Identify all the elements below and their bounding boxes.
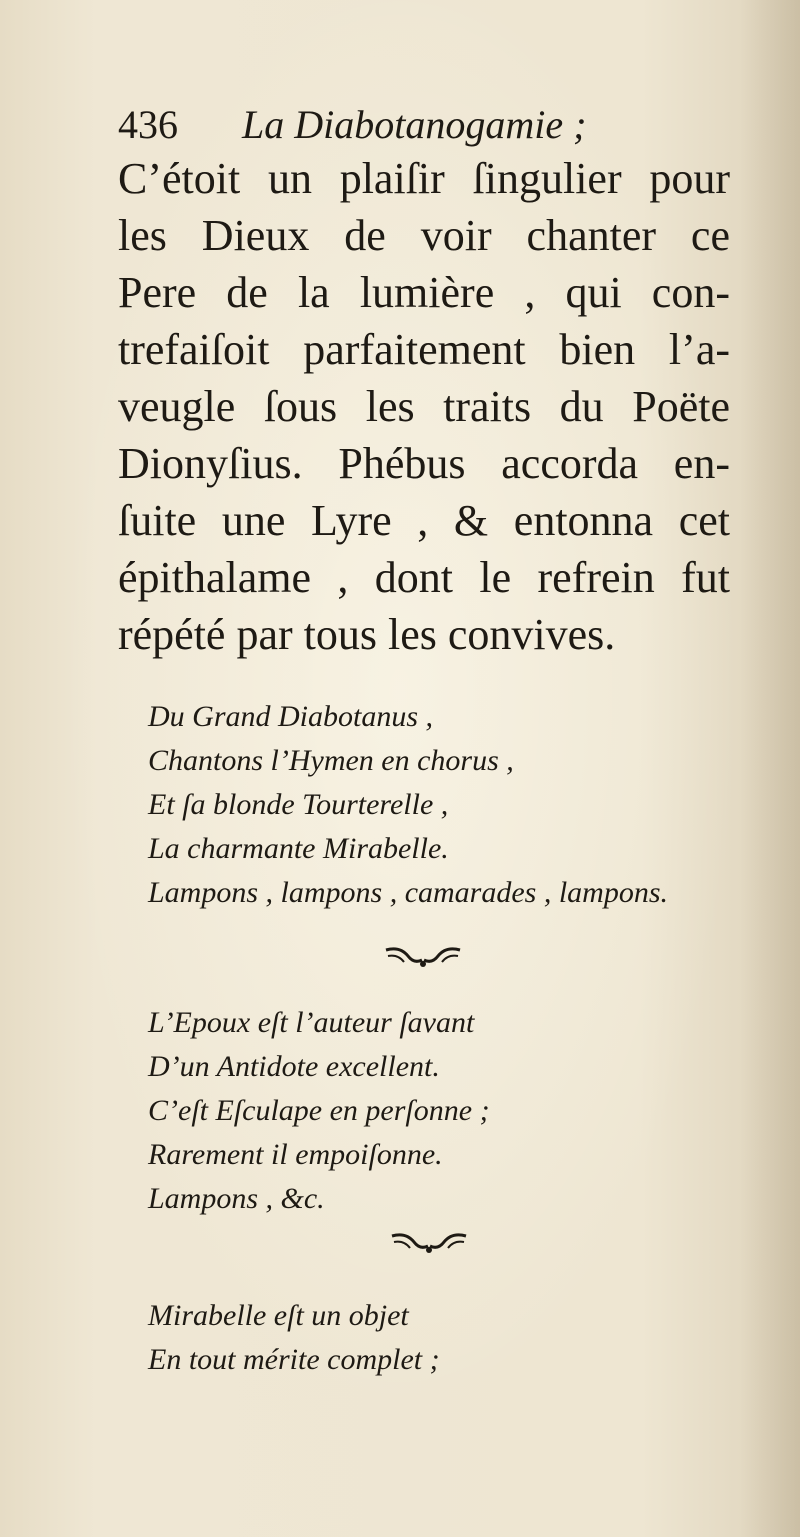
- prose-line: ſuite une Lyre , & entonna cet: [118, 496, 730, 545]
- prose-line: répété par tous les convives.: [118, 610, 616, 659]
- verse-line: L’Epoux eſt l’auteur ſavant: [148, 1006, 475, 1039]
- verse-line: Mirabelle eſt un objet: [148, 1299, 409, 1332]
- verse-stanza-3: [148, 1294, 440, 1382]
- prose-line: les Dieux de voir chanter ce: [118, 211, 730, 260]
- running-title: La Diabotanogamie ;: [242, 102, 587, 147]
- page-number: 436: [118, 102, 178, 147]
- verse-stanza-1: [148, 695, 668, 915]
- prose-line: C’étoit un plaiſir ſingulier pour: [118, 154, 730, 203]
- prose-line: veugle ſous les traits du Poëte: [118, 382, 730, 431]
- prose-paragraph: [118, 150, 730, 663]
- verse-line: En tout mérite complet ;: [148, 1343, 440, 1376]
- verse-line: Et ſa blonde Tourterelle ,: [148, 788, 449, 821]
- prose-line: Dionyſius. Phébus accorda en-: [118, 439, 730, 488]
- fleuron-ornament-icon: [378, 942, 468, 972]
- page-edge-shadow: [740, 0, 800, 1537]
- verse-stanza-2: [148, 1001, 490, 1221]
- verse-line: Lampons , lampons , camarades , lampons.: [148, 876, 669, 909]
- verse-line: Du Grand Diabotanus ,: [148, 700, 434, 733]
- prose-line: épithalame , dont le refrein fut: [118, 553, 730, 602]
- verse-line: La charmante Mirabelle.: [148, 832, 449, 865]
- verse-line: D’un Antidote excellent.: [148, 1050, 440, 1083]
- page-header: [118, 100, 658, 150]
- verse-line: C’eſt Eſculape en perſonne ;: [148, 1094, 490, 1127]
- verse-line: Chantons l’Hymen en chorus ,: [148, 744, 514, 777]
- prose-line: Pere de la lumière , qui con-: [118, 268, 730, 317]
- fleuron-ornament-icon: [384, 1228, 474, 1258]
- verse-line: Rarement il empoiſonne.: [148, 1138, 443, 1171]
- verse-line: Lampons , &c.: [148, 1182, 325, 1215]
- prose-line: trefaiſoit parfaitement bien l’a-: [118, 325, 730, 374]
